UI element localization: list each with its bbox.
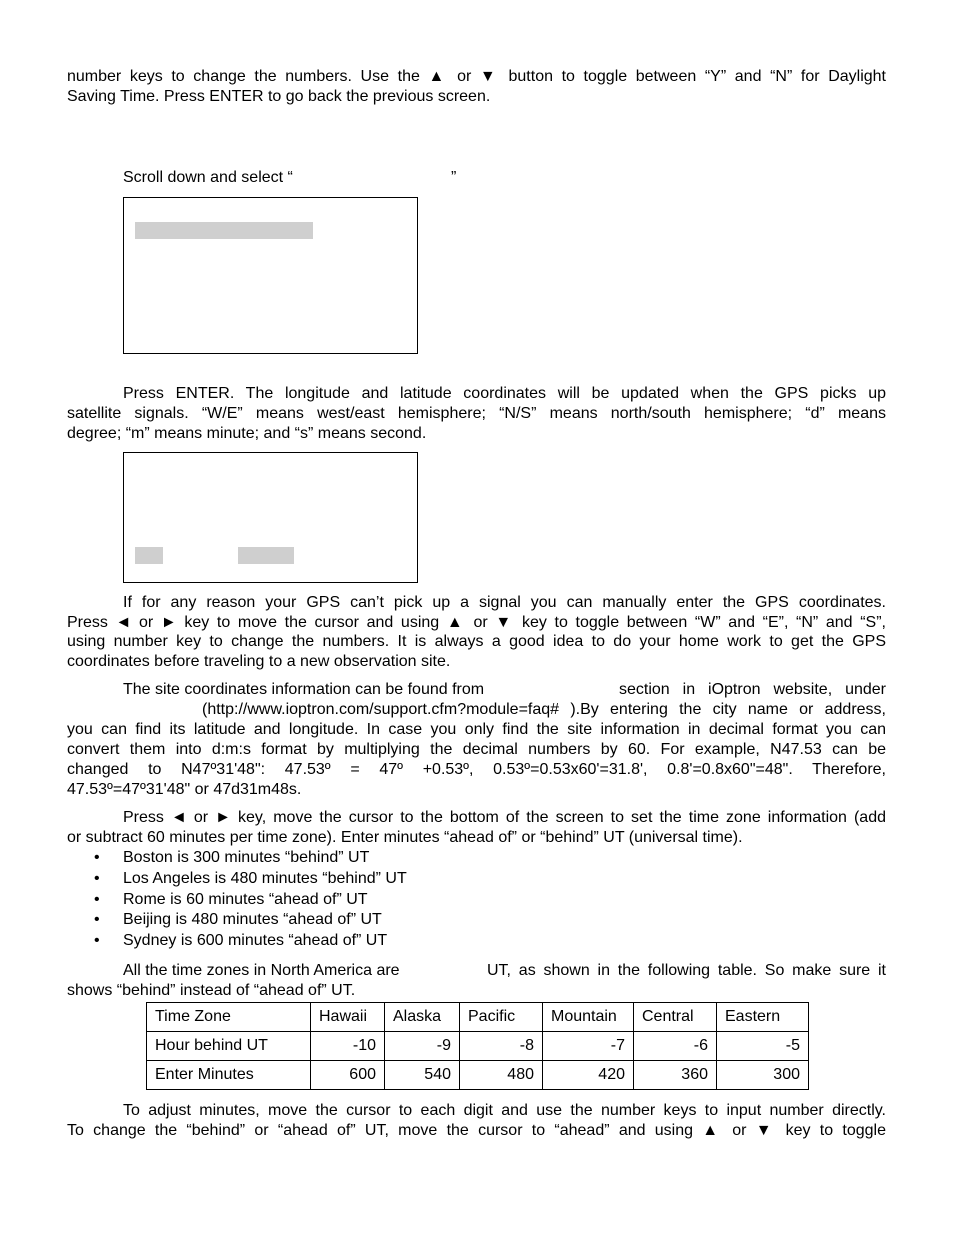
bullet-dot: • bbox=[94, 890, 100, 908]
list-item-text: Rome is 60 minutes “ahead of” UT bbox=[123, 890, 368, 908]
table-cell: 360 bbox=[634, 1061, 717, 1090]
table-cell: 300 bbox=[717, 1061, 809, 1090]
lcd-screen-coordinates bbox=[123, 452, 418, 583]
na-para-line-1a: All the time zones in North America are bbox=[123, 962, 400, 979]
site-para-line-1a: The site coordinates information can be found from bbox=[123, 681, 485, 698]
list-item-text: Beijing is 480 minutes “ahead of” UT bbox=[123, 911, 382, 929]
table-header-row bbox=[147, 1003, 809, 1032]
lcd-field-highlight bbox=[238, 547, 294, 564]
scroll-suffix: ” bbox=[451, 169, 457, 186]
list-item bbox=[67, 890, 407, 911]
scroll-prefix: Scroll down and select “ bbox=[123, 169, 293, 186]
site-para-line-6: 47.53º=47º31'48" or 47d31m48s. bbox=[67, 781, 302, 798]
lcd-screen-menu bbox=[123, 197, 418, 354]
table-cell: -5 bbox=[717, 1032, 809, 1061]
tz-para-line-1: Press ◄ or ► key, move the cursor to the bottom of the screen to set the time zone information (add bbox=[123, 809, 886, 826]
bullet-dot: • bbox=[94, 849, 100, 866]
gps-para-line-1: Press ENTER. The longitude and latitude coordinates will be updated when the GPS picks up bbox=[123, 385, 886, 402]
na-para-line-1b: UT, as shown in the following table. So make sure it bbox=[487, 962, 886, 979]
bullet-dot: • bbox=[94, 932, 100, 950]
table-header-cell: Central bbox=[634, 1003, 717, 1032]
table-cell: -9 bbox=[385, 1032, 460, 1061]
table-cell: -6 bbox=[634, 1032, 717, 1061]
table-cell: -7 bbox=[543, 1032, 634, 1061]
list-item bbox=[67, 848, 407, 869]
table-row-label: Enter Minutes bbox=[147, 1061, 311, 1090]
table-cell: 540 bbox=[385, 1061, 460, 1090]
timezone-table bbox=[146, 1002, 809, 1090]
table-row bbox=[147, 1032, 809, 1061]
manual-para-line-3: using number key to change the numbers. It is always a good idea to do your home work to get the GPS bbox=[67, 633, 886, 650]
adjust-para-line-1: To adjust minutes, move the cursor to each digit and use the number keys to input number directly. bbox=[123, 1102, 886, 1119]
bullet-dot: • bbox=[94, 911, 100, 929]
list-item-text: Los Angeles is 480 minutes “behind” UT bbox=[123, 869, 407, 887]
list-item-text: Sydney is 600 minutes “ahead of” UT bbox=[123, 932, 388, 950]
site-para-line-2: (http://www.ioptron.com/support.cfm?module=faq# ).By entering the city name or address, bbox=[202, 701, 886, 718]
table-cell: -8 bbox=[460, 1032, 543, 1061]
table-row bbox=[147, 1061, 809, 1090]
manual-para-line-4: coordinates before traveling to a new observation site. bbox=[67, 653, 451, 670]
table-header-cell: Mountain bbox=[543, 1003, 634, 1032]
table-header-cell: Time Zone bbox=[147, 1003, 311, 1032]
table-header-cell: Pacific bbox=[460, 1003, 543, 1032]
list-item bbox=[67, 931, 407, 952]
scroll-instruction bbox=[123, 168, 293, 188]
intro-line-2: Saving Time. Press ENTER to go back the previous screen. bbox=[67, 88, 491, 105]
table-header-cell: Hawaii bbox=[311, 1003, 385, 1032]
tz-para-line-2: or subtract 60 minutes per time zone). Enter minutes “ahead of” or “behind” UT (universal time). bbox=[67, 829, 743, 846]
site-para-line-5: changed to N47º31'48": 47.53º = 47º +0.53º, 0.53º=0.53x60'=31.8', 0.8'=0.8x60"=48". Therefore, bbox=[67, 761, 886, 778]
bullet-dot: • bbox=[94, 869, 100, 887]
site-para-line-1b: section in iOptron website, under bbox=[619, 681, 886, 698]
table-cell: 600 bbox=[311, 1061, 385, 1090]
adjust-para-line-2: To change the “behind” or “ahead of” UT, move the cursor to “ahead” and using ▲ or ▼ key to toggle bbox=[67, 1122, 886, 1139]
gps-para-line-2: satellite signals. “W/E” means west/east hemisphere; “N/S” means north/south hemisphere; “d” means bbox=[67, 405, 886, 422]
table-header-cell: Eastern bbox=[717, 1003, 809, 1032]
list-item bbox=[67, 869, 407, 890]
gps-para-line-3: degree; “m” means minute; and “s” means second. bbox=[67, 425, 427, 442]
manual-para-line-1: If for any reason your GPS can’t pick up a signal you can manually enter the GPS coordinates. bbox=[123, 594, 886, 611]
lcd-cursor-highlight bbox=[135, 547, 163, 564]
table-header-cell: Alaska bbox=[385, 1003, 460, 1032]
list-item-text: Boston is 300 minutes “behind” UT bbox=[123, 849, 370, 866]
na-para-line-2: shows “behind” instead of “ahead of” UT. bbox=[67, 982, 356, 999]
lcd-menu-highlight bbox=[135, 222, 313, 239]
list-item bbox=[67, 910, 407, 931]
site-para-line-3: you can find its latitude and longitude. In case you only find the site information in decimal format you can bbox=[67, 721, 886, 738]
site-para-line-4: convert them into d:m:s format by multiplying the decimal numbers by 60. For example, N47.53 can be bbox=[67, 741, 886, 758]
intro-line-1: number keys to change the numbers. Use the ▲ or ▼ button to toggle between “Y” and “N” for Daylight bbox=[67, 68, 886, 85]
timezone-examples-list bbox=[67, 848, 407, 952]
table-cell: 420 bbox=[543, 1061, 634, 1090]
manual-para-line-2: Press ◄ or ► key to move the cursor and using ▲ or ▼ key to toggle between “W” and “E”, “N” and “S”, bbox=[67, 614, 886, 631]
table-row-label: Hour behind UT bbox=[147, 1032, 311, 1061]
table-cell: 480 bbox=[460, 1061, 543, 1090]
table-cell: -10 bbox=[311, 1032, 385, 1061]
